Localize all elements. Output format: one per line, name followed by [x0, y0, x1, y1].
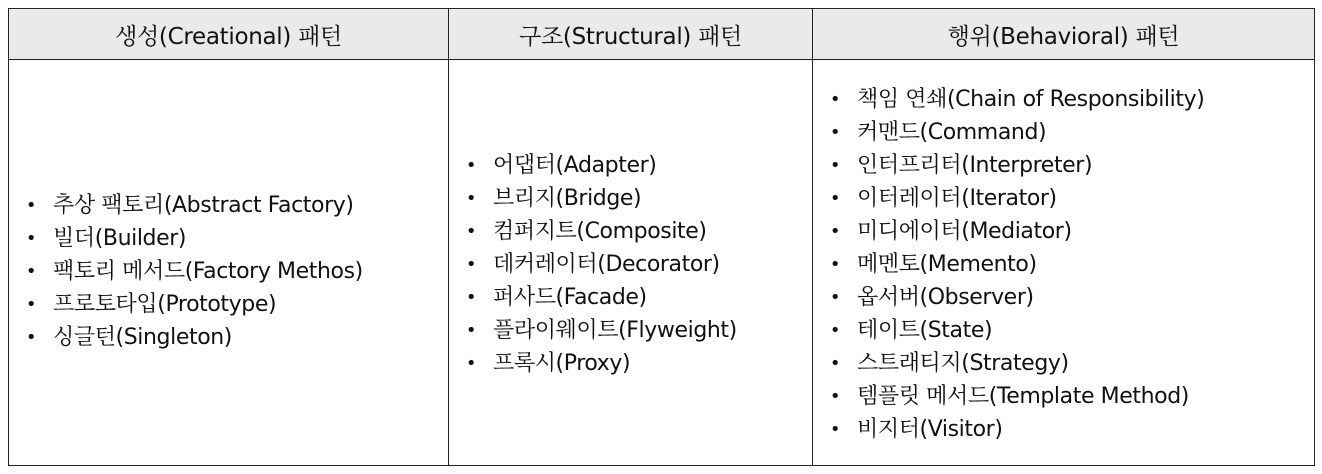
bullet-icon: • — [829, 287, 841, 308]
bullet-icon: • — [465, 221, 477, 242]
header-structural: 구조(Structural) 패턴 — [449, 9, 813, 60]
bullet-icon: • — [465, 353, 477, 374]
bullet-icon: • — [829, 254, 841, 275]
bullet-icon: • — [829, 155, 841, 176]
bullet-icon: • — [829, 353, 841, 374]
creational-cell — [9, 60, 449, 466]
bullet-icon: • — [829, 188, 841, 209]
structural-list-item — [457, 215, 812, 248]
behavioral-list-item — [821, 248, 1314, 281]
behavioral-list-item — [821, 314, 1314, 347]
structural-pattern-label: 플라이웨이트(Flyweight) — [493, 318, 737, 343]
bullet-icon: • — [465, 188, 477, 209]
behavioral-pattern-label: 책임 연쇄(Chain of Responsibility) — [857, 87, 1205, 112]
behavioral-list-item — [821, 347, 1314, 380]
bullet-icon: • — [829, 320, 841, 341]
structural-pattern-label: 브리지(Bridge) — [493, 186, 642, 211]
design-patterns-table-container — [8, 8, 1314, 466]
behavioral-pattern-label: 템플릿 메서드(Template Method) — [857, 384, 1189, 409]
behavioral-pattern-label: 이터레이터(Iterator) — [857, 186, 1057, 211]
behavioral-list-item — [821, 182, 1314, 215]
behavioral-list-item — [821, 116, 1314, 149]
structural-list-item — [457, 149, 812, 182]
creational-list-item — [17, 288, 448, 321]
bullet-icon: • — [829, 89, 841, 110]
structural-pattern-label: 프록시(Proxy) — [493, 351, 631, 376]
creational-list — [17, 189, 448, 354]
creational-pattern-label: 프로토타입(Prototype) — [53, 292, 277, 317]
structural-list-item — [457, 347, 812, 380]
creational-pattern-label: 싱글턴(Singleton) — [53, 325, 232, 350]
behavioral-list-item — [821, 380, 1314, 413]
behavioral-pattern-label: 스트래티지(Strategy) — [857, 351, 1069, 376]
creational-pattern-label: 빌더(Builder) — [53, 226, 187, 251]
bullet-icon: • — [829, 122, 841, 143]
structural-pattern-label: 컴퍼지트(Composite) — [493, 219, 707, 244]
behavioral-cell — [813, 60, 1315, 466]
structural-list — [457, 149, 812, 380]
design-patterns-table — [8, 8, 1315, 466]
behavioral-list — [821, 83, 1314, 446]
behavioral-list-item — [821, 149, 1314, 182]
header-behavioral: 행위(Behavioral) 패턴 — [813, 9, 1315, 60]
structural-pattern-label: 퍼사드(Facade) — [493, 285, 647, 310]
structural-pattern-label: 데커레이터(Decorator) — [493, 252, 720, 277]
structural-list-item — [457, 314, 812, 347]
behavioral-pattern-label: 커맨드(Command) — [857, 120, 1047, 145]
behavioral-pattern-label: 메멘토(Memento) — [857, 252, 1037, 277]
bullet-icon: • — [465, 320, 477, 341]
bullet-icon: • — [25, 294, 37, 315]
creational-pattern-label: 추상 팩토리(Abstract Factory) — [53, 193, 354, 218]
behavioral-pattern-label: 비지터(Visitor) — [857, 417, 1003, 442]
behavioral-list-item — [821, 281, 1314, 314]
bullet-icon: • — [25, 327, 37, 348]
bullet-icon: • — [25, 261, 37, 282]
bullet-icon: • — [829, 419, 841, 440]
creational-list-item — [17, 321, 448, 354]
creational-list-item — [17, 189, 448, 222]
bullet-icon: • — [829, 221, 841, 242]
behavioral-list-item — [821, 413, 1314, 446]
structural-cell — [449, 60, 813, 466]
bullet-icon: • — [465, 287, 477, 308]
bullet-icon: • — [25, 228, 37, 249]
creational-pattern-label: 팩토리 메서드(Factory Methos) — [53, 259, 363, 284]
behavioral-list-item — [821, 83, 1314, 116]
behavioral-pattern-label: 테이트(State) — [857, 318, 993, 343]
bullet-icon: • — [829, 386, 841, 407]
creational-list-item — [17, 222, 448, 255]
behavioral-list-item — [821, 215, 1314, 248]
behavioral-pattern-label: 인터프리터(Interpreter) — [857, 153, 1093, 178]
bullet-icon: • — [465, 254, 477, 275]
header-creational: 생성(Creational) 패턴 — [9, 9, 449, 60]
structural-list-item — [457, 248, 812, 281]
structural-list-item — [457, 182, 812, 215]
content-row — [9, 60, 1315, 466]
bullet-icon: • — [465, 155, 477, 176]
creational-list-item — [17, 255, 448, 288]
bullet-icon: • — [25, 195, 37, 216]
header-row — [9, 9, 1315, 60]
behavioral-pattern-label: 옵서버(Observer) — [857, 285, 1034, 310]
behavioral-pattern-label: 미디에이터(Mediator) — [857, 219, 1072, 244]
structural-pattern-label: 어댑터(Adapter) — [493, 153, 657, 178]
structural-list-item — [457, 281, 812, 314]
